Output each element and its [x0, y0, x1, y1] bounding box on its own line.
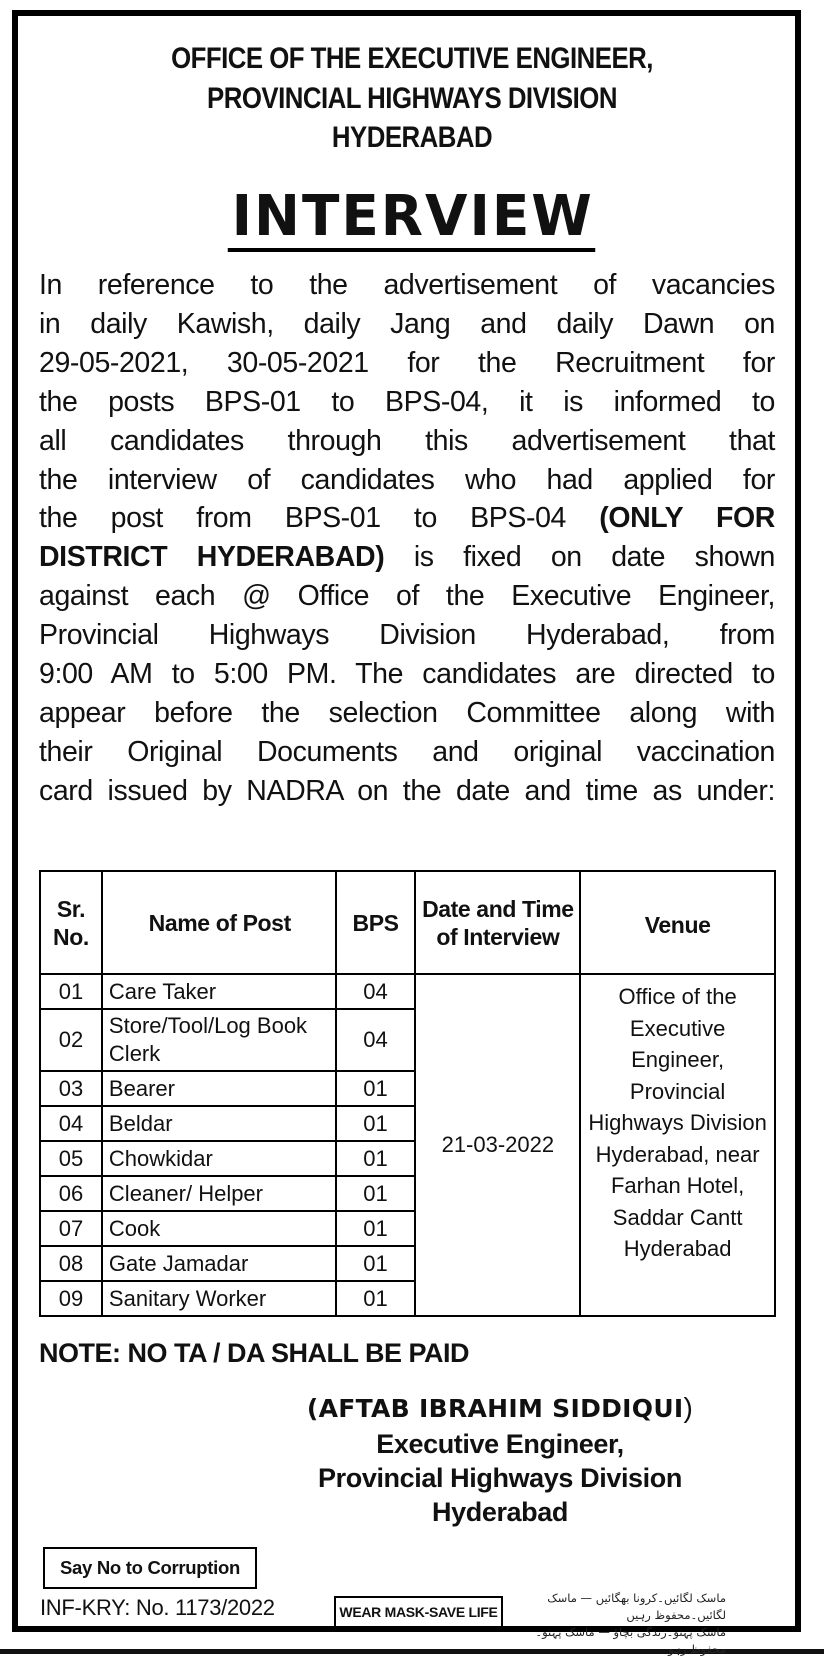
signatory-name-line — [265, 1390, 735, 1427]
body-line: 29-05-2021, 30-05-2021 for the Recruitment for — [39, 346, 775, 379]
advertisement-frame — [12, 10, 801, 1632]
cell-post: Chowkidar — [102, 1141, 336, 1176]
header-bps: BPS — [336, 871, 416, 974]
say-no-to-corruption-badge: Say No to Corruption — [43, 1547, 257, 1589]
cell-interview-date: 21-03-2022 — [415, 974, 580, 1316]
payment-note: NOTE: NO TA / DA SHALL BE PAID — [39, 1338, 469, 1368]
urdu-line: ماسک لگائیں۔کرونا بھگائیں — ماسک لگائیں۔محفوظ رہیں — [547, 1591, 726, 1622]
district-emphasis: DISTRICT HYDERABAD) — [39, 541, 385, 574]
table-row — [40, 974, 775, 1009]
cell-bps: 01 — [336, 1106, 416, 1141]
close-paren: ) — [683, 1392, 694, 1423]
cell-post: Sanitary Worker — [102, 1281, 336, 1316]
header-name-of-post: Name of Post — [102, 871, 336, 974]
cell-sr: 07 — [40, 1211, 102, 1246]
urdu-mask-slogan — [516, 1590, 726, 1658]
body-text-normal: the post from BPS-01 to BPS-04 — [39, 502, 566, 535]
cell-bps: 01 — [336, 1246, 416, 1281]
body-line: 9:00 AM to 5:00 PM. The candidates are directed to — [39, 658, 775, 691]
body-line: their Original Documents and original vaccination — [39, 735, 775, 768]
cell-bps: 01 — [336, 1141, 416, 1176]
body-line — [39, 538, 775, 577]
cell-sr: 01 — [40, 974, 102, 1009]
cell-bps: 01 — [336, 1071, 416, 1106]
cell-bps: 04 — [336, 1009, 416, 1071]
body-line: in daily Kawish, daily Jang and daily Dawn on — [39, 307, 775, 340]
cell-bps: 01 — [336, 1281, 416, 1316]
signature-block — [265, 1390, 735, 1529]
cell-post: Store/Tool/Log Book Clerk — [102, 1009, 336, 1071]
body-text-normal: is fixed on date shown — [413, 541, 775, 574]
body-line: the interview of candidates who had applied for — [39, 463, 775, 496]
signatory-name: AFTAB IBRAHIM SIDDIQUI — [318, 1394, 684, 1423]
body-line: card issued by NADRA on the date and time as under: — [39, 774, 775, 807]
district-emphasis: (ONLY FOR — [599, 502, 775, 535]
cell-sr: 05 — [40, 1141, 102, 1176]
cell-bps: 01 — [336, 1211, 416, 1246]
header-division: PROVINCIAL HIGHWAYS DIVISION — [207, 82, 617, 115]
header-venue: Venue — [580, 871, 775, 974]
header-sr-no: Sr. No. — [40, 871, 102, 974]
body-line: appear before the selection Committee along with — [39, 696, 775, 729]
signatory-designation: Executive Engineer, — [376, 1429, 624, 1459]
cell-post: Beldar — [102, 1106, 336, 1141]
title-wrap — [0, 186, 824, 252]
open-paren: ( — [306, 1394, 319, 1423]
cell-post: Bearer — [102, 1071, 336, 1106]
notice-body — [39, 266, 775, 811]
body-line: all candidates through this advertisement that — [39, 424, 775, 457]
cell-post: Cook — [102, 1211, 336, 1246]
cell-sr: 04 — [40, 1106, 102, 1141]
wear-mask-badge: WEAR MASK-SAVE LIFE — [334, 1596, 503, 1629]
cell-sr: 06 — [40, 1176, 102, 1211]
signatory-office: Provincial Highways Division — [318, 1463, 682, 1493]
cell-sr: 09 — [40, 1281, 102, 1316]
header-office: OFFICE OF THE EXECUTIVE ENGINEER, — [171, 42, 653, 75]
body-line: Provincial Highways Division Hyderabad, from — [39, 619, 775, 652]
cell-bps: 04 — [336, 974, 416, 1009]
cell-bps: 01 — [336, 1176, 416, 1211]
cell-venue: Office of the Executive Engineer, Provincial Highways Division Hyderabad, near Farhan Hotel, Saddar Cantt Hyderabad — [580, 974, 775, 1316]
page-title: INTERVIEW — [228, 186, 596, 252]
table-header-row — [40, 871, 775, 974]
inf-reference-number: INF-KRY: No. 1173/2022 — [40, 1595, 275, 1620]
cell-post: Cleaner/ Helper — [102, 1176, 336, 1211]
cell-sr: 03 — [40, 1071, 102, 1106]
cell-post: Care Taker — [102, 974, 336, 1009]
interview-schedule-table — [39, 870, 776, 1317]
body-line — [39, 499, 775, 538]
body-line: the posts BPS-01 to BPS-04, it is informed to — [39, 385, 775, 418]
header-city: HYDERABAD — [331, 121, 493, 154]
urdu-line: ماسک پہنو۔زندگی بچاؤ — ماسک پہنو۔محفوظ رہو — [535, 1625, 726, 1656]
header-date-time: Date and Time of Interview — [415, 871, 580, 974]
cell-sr: 08 — [40, 1246, 102, 1281]
body-line: In reference to the advertisement of vacancies — [39, 269, 775, 301]
cell-sr: 02 — [40, 1009, 102, 1071]
body-line: against each @ Office of the Executive Engineer, — [39, 580, 775, 613]
signatory-city: Hyderabad — [432, 1497, 568, 1527]
cell-post: Gate Jamadar — [102, 1246, 336, 1281]
